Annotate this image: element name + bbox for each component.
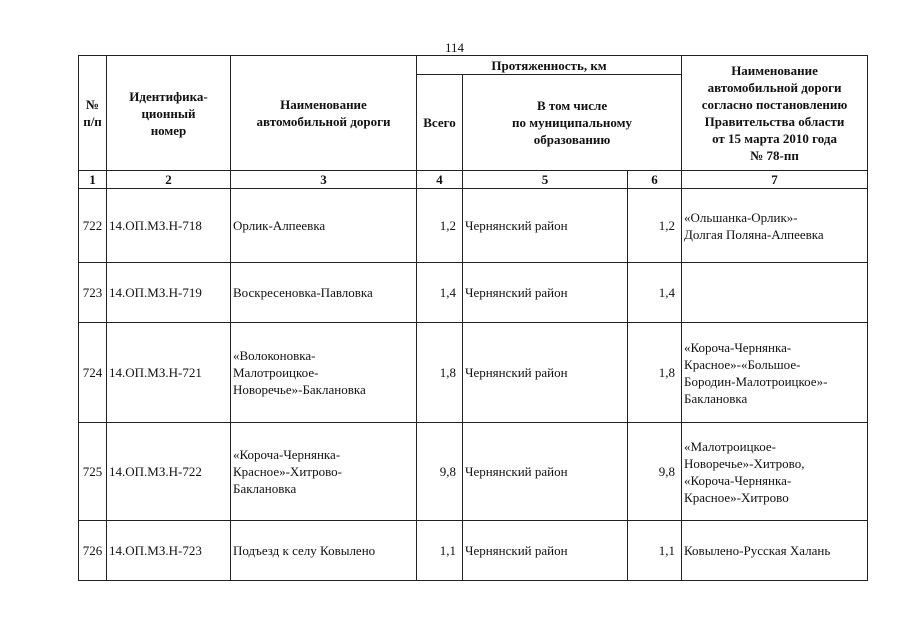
district-length: 9,8 [628,423,682,521]
column-number: 6 [628,171,682,189]
length-total: 1,1 [417,521,463,581]
resolution-road-name: «Ольшанка-Орлик»- Долгая Поляна-Алпеевка [682,189,868,263]
row-number: 726 [79,521,107,581]
table-row [79,423,868,521]
table-row [79,263,868,323]
column-number: 7 [682,171,868,189]
length-total: 1,8 [417,323,463,423]
road-name: «Короча-Чернянка- Красное»-Хитрово- Баклановка [231,423,417,521]
page-number: 114 [445,40,465,55]
road-name: Орлик-Алпеевка [231,189,417,263]
header-resolution-name: Наименование автомобильной дороги согласно постановлению Правительства области от 15 марта 2010 года № 78-пп [682,56,868,171]
row-number: 724 [79,323,107,423]
column-number: 2 [107,171,231,189]
resolution-road-name: Ковылено-Русская Халань [682,521,868,581]
length-total: 1,4 [417,263,463,323]
column-number: 3 [231,171,417,189]
header-municipal: В том числе по муниципальному образованию [463,75,682,171]
header-id: Идентифика- ционный номер [107,56,231,171]
header-num: № п/п [79,56,107,171]
roads-table [78,55,868,581]
column-number: 1 [79,171,107,189]
road-name: «Волоконовка- Малотроицкое- Новоречье»-Баклановка [231,323,417,423]
length-total: 1,2 [417,189,463,263]
district-length: 1,8 [628,323,682,423]
road-name: Подъезд к селу Ковылено [231,521,417,581]
road-id: 14.ОП.МЗ.Н-719 [107,263,231,323]
district-name: Чернянский район [463,323,628,423]
column-number: 4 [417,171,463,189]
header-length: Протяженность, км [417,56,682,75]
district-length: 1,1 [628,521,682,581]
road-id: 14.ОП.МЗ.Н-718 [107,189,231,263]
header-name: Наименование автомобильной дороги [231,56,417,171]
district-name: Чернянский район [463,423,628,521]
district-name: Чернянский район [463,189,628,263]
district-name: Чернянский район [463,521,628,581]
row-number: 722 [79,189,107,263]
resolution-road-name [682,263,868,323]
row-number: 723 [79,263,107,323]
table-row [79,521,868,581]
resolution-road-name: «Короча-Чернянка- Красное»-«Большое- Бородин-Малотроицкое»- Баклановка [682,323,868,423]
table-row [79,323,868,423]
road-name: Воскресеновка-Павловка [231,263,417,323]
road-id: 14.ОП.МЗ.Н-721 [107,323,231,423]
district-length: 1,4 [628,263,682,323]
road-id: 14.ОП.МЗ.Н-723 [107,521,231,581]
column-number: 5 [463,171,628,189]
district-name: Чернянский район [463,263,628,323]
table-row [79,189,868,263]
header-total: Всего [417,75,463,171]
district-length: 1,2 [628,189,682,263]
road-id: 14.ОП.МЗ.Н-722 [107,423,231,521]
row-number: 725 [79,423,107,521]
resolution-road-name: «Малотроицкое- Новоречье»-Хитрово, «Короча-Чернянка- Красное»-Хитрово [682,423,868,521]
length-total: 9,8 [417,423,463,521]
